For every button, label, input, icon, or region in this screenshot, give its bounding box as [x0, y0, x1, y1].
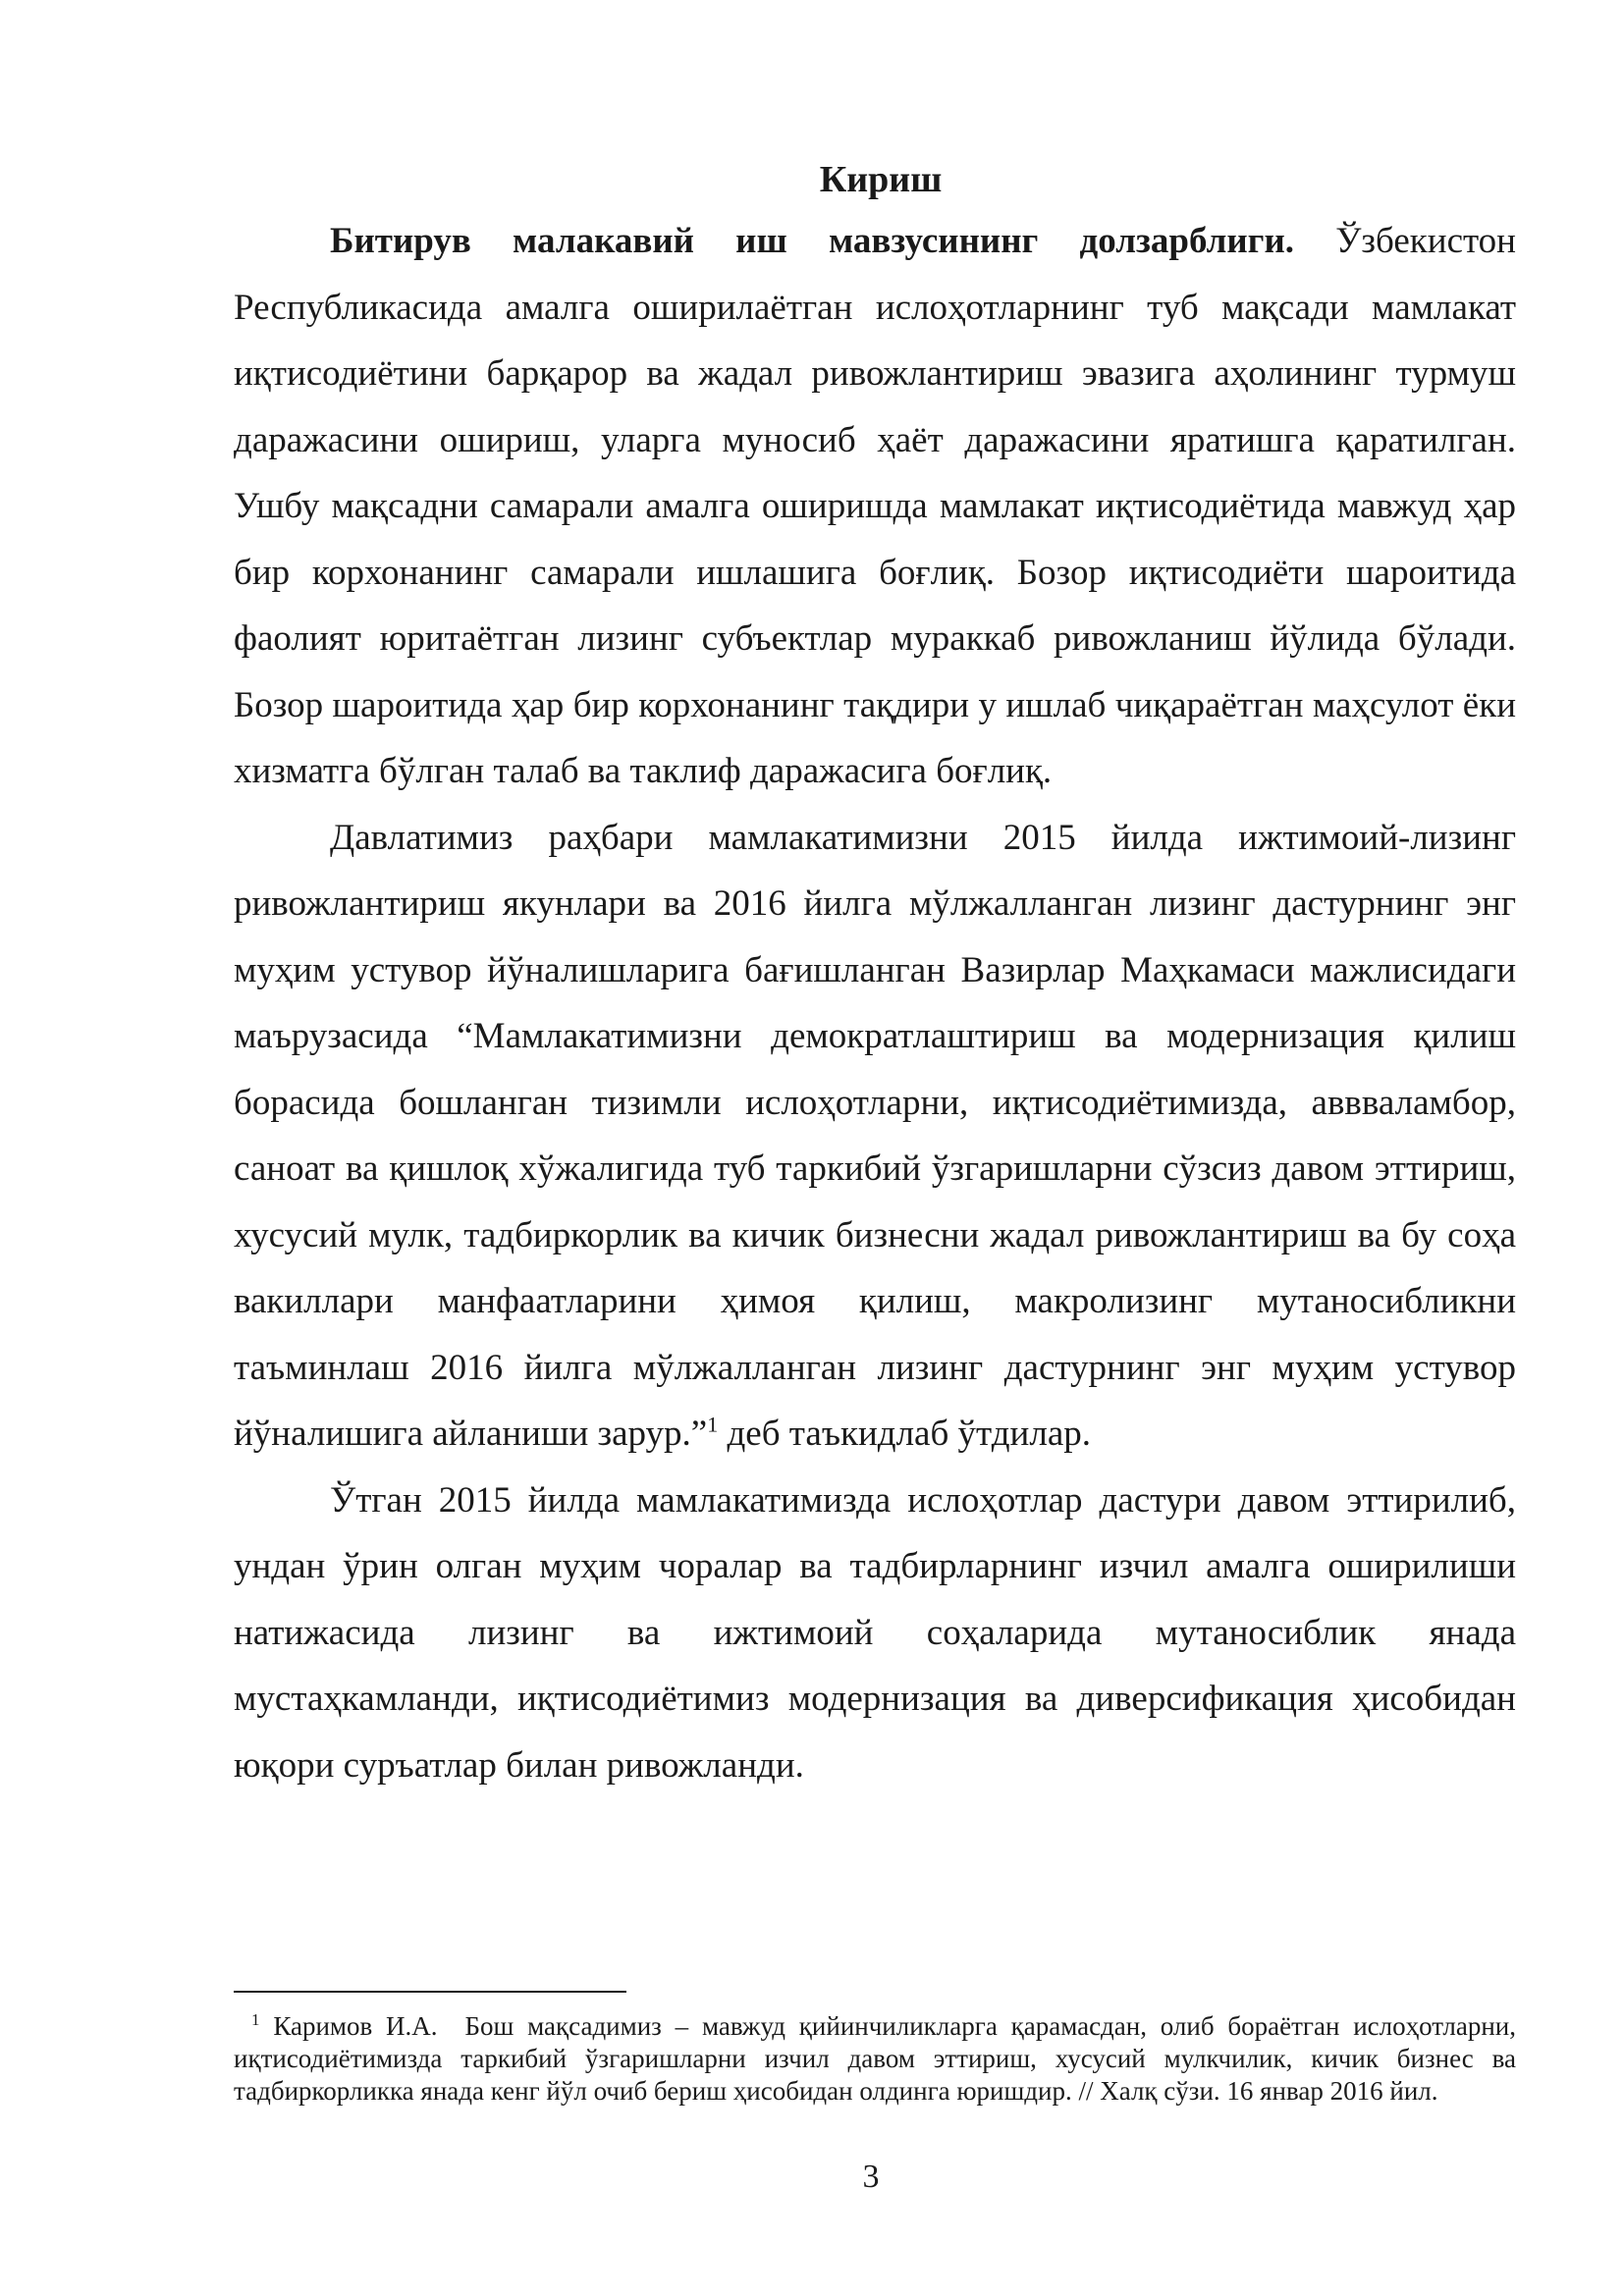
footnote: [234, 2010, 1516, 2108]
paragraph-lead: Битирув малакавий иш мавзусининг долзарблиги.: [330, 221, 1295, 261]
footnote-author: Каримов И.А.: [273, 2011, 438, 2041]
paragraph-president-speech: [234, 805, 1516, 1468]
footnote-marker: 1: [251, 2010, 260, 2029]
paragraph-text: Давлатимиз раҳбари мамлакатимизни 2015 йилда ижтимоий-лизинг ривожлантириш якунлари ва 2016 йилга мўлжалланган лизинг дастурнинг энг муҳим устувор йўналишларига бағишланган Вазирлар Маҳкамаси мажлисидаги маърузасида “Мамлакатимизни демократлаштириш ва модернизация қилиш борасида бошланган тизимли ислоҳотларни, иқтисодиётимизда, аввваламбор, саноат ва қишлоқ хўжалигида туб таркибий ўзгаришларни сўзсиз давом эттириш, хусусий мулк, тадбиркорлик ва кичик бизнесни жадал ривожлантириш ва бу соҳа вакиллари манфаатларини ҳимоя қилиш, макролизинг мутаносибликни таъминлаш 2016 йилга мўлжалланган лизинг дастурнинг энг муҳим устувор йўналишига айланиши зарур.”: [234, 817, 1516, 1454]
footnote-separator: [234, 1991, 626, 1993]
footnote-reference: 1: [707, 1412, 719, 1437]
footnote-paragraph: [234, 2010, 1516, 2108]
paragraph-reforms-2015: [234, 1468, 1516, 1799]
body-text: [234, 208, 1516, 1798]
footnote-text: Бош мақсадимиз – мавжуд қийинчиликларга қарамасдан, олиб бораётган ислоҳотларни, иқтисодиётимизда таркибий ўзгаришларни изчил давом эттириш, хусусий мулкчилик, кичик бизнес ва тадбиркорликка янада кенг йўл очиб бериш ҳисобидан олдинга юришдир. // Халқ сўзи. 16 январ 2016 йил.: [234, 2011, 1516, 2106]
paragraph-relevance: [234, 208, 1516, 805]
paragraph-text: Ўтган 2015 йилда мамлакатимизда ислоҳотлар дастури давом эттирилиб, ундан ўрин олган муҳим чоралар ва тадбирларнинг изчил амалга оширилиши натижасида лизинг ва ижтимоий соҳаларида мутаносиблик янада мустаҳкамланди, иқтисодиётимиз модернизация ва диверсификация ҳисобидан юқори суръатлар билан ривожланди.: [234, 1479, 1516, 1786]
section-heading: Кириш: [819, 159, 943, 200]
page-number: 3: [862, 2159, 880, 2195]
paragraph-tail: деб таъкидлаб ўтдилар.: [718, 1414, 1091, 1454]
paragraph-text: Ўзбекистон Республикасида амалга оширилаётган ислоҳотларнинг туб мақсади мамлакат иқтисодиётини барқарор ва жадал ривожлантириш эвазига аҳолининг турмуш даражасини ошириш, уларга муносиб ҳаёт даражасини яратишга қаратилган. Ушбу мақсадни самарали амалга оширишда мамлакат иқтисодиётида мавжуд ҳар бир корхонанинг самарали ишлашига боғлиқ. Бозор иқтисодиёти шароитида фаолият юритаётган лизинг субъектлар мураккаб ривожланиш йўлида бўлади. Бозор шароитида ҳар бир корхонанинг тақдири у ишлаб чиқараётган маҳсулот ёки хизматга бўлган талаб ва таклиф даражасига боғлиқ.: [234, 221, 1516, 791]
